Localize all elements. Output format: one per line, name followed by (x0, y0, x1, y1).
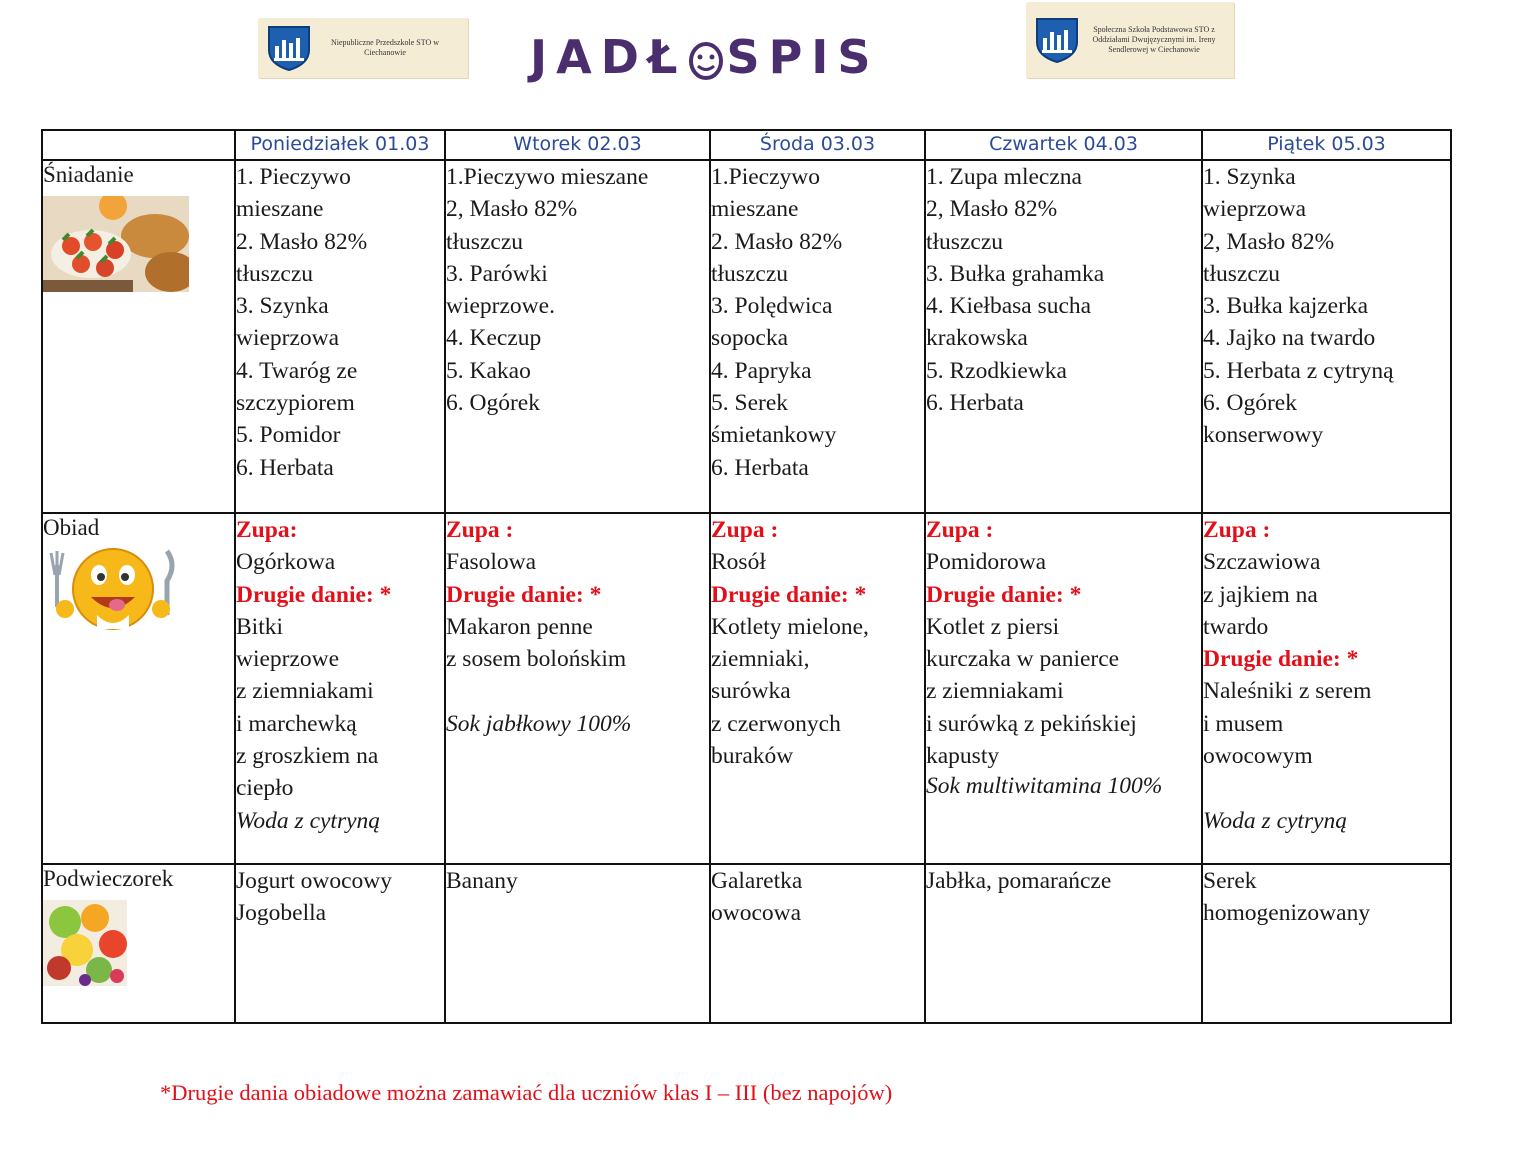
snack-cell (445, 864, 710, 1023)
footnote: *Drugie dania obiadowe można zamawiać dla uczniów klas I – III (bez napojów) (160, 1080, 893, 1105)
second-course-line: kapusty (926, 743, 1000, 770)
menu-item-line: 6. Herbata (926, 390, 1024, 417)
menu-item-line: 6. Ogórek (446, 390, 540, 417)
menu-item-line: konserwowy (1203, 422, 1324, 449)
soup-name: twardo (1203, 613, 1269, 640)
menu-item-line: 4. Kiełbasa sucha (926, 293, 1092, 320)
second-course-line: i surówką z pekińskiej (926, 710, 1137, 737)
menu-item-line: mieszane (711, 196, 799, 223)
second-course-label: Drugie danie: * (926, 581, 1082, 608)
menu-item-line: Banany (446, 868, 518, 894)
preschool-logo-text: Niepubliczne Przedszkole STO w Ciechanowie (330, 38, 440, 57)
second-course-line: z ziemniakami (236, 678, 374, 705)
drink: Sok multiwitamina 100% (926, 773, 1163, 800)
title-part-right: SPIS (726, 30, 880, 84)
menu-item-line: 5. Rzodkiewka (926, 357, 1067, 384)
second-course-line: wieprzowe (236, 646, 340, 673)
menu-item-line: 4. Keczup (446, 325, 542, 352)
title-part-left: JADŁ (530, 30, 687, 84)
second-course-line: i marchewką (236, 710, 357, 737)
menu-item-line: wieprzowa (236, 325, 340, 352)
snack-cell (925, 864, 1202, 1023)
menu-item-line: śmietankowy (711, 422, 837, 449)
menu-item-line: Jabłka, pomarańcze (926, 868, 1112, 894)
drink: Woda z cytryną (236, 807, 381, 834)
second-course-line: ziemniaki, (711, 646, 810, 673)
day-header: Środa 03.03 (710, 130, 925, 160)
menu-item-line: tłuszczu (926, 228, 1003, 255)
second-course-line: Kotlety mielone, (711, 613, 869, 640)
second-course-line: i musem (1203, 710, 1284, 737)
menu-item-line: mieszane (236, 196, 324, 223)
breakfast-cell (1202, 160, 1451, 513)
menu-item-line: 3. Polędwica (711, 293, 833, 320)
lunch-cell (710, 513, 925, 864)
menu-item-line: 3. Bułka kajzerka (1203, 293, 1369, 320)
day-header: Wtorek 02.03 (445, 130, 710, 160)
second-course-line: z groszkiem na (236, 743, 379, 770)
menu-item-line: 1. Szynka (1203, 164, 1296, 190)
sto-shield-icon (266, 24, 312, 72)
lunch-label-cell (42, 513, 235, 864)
soup-name: Ogórkowa (236, 549, 336, 576)
second-course-line: Naleśniki z serem (1203, 678, 1372, 705)
page-title (530, 26, 910, 88)
second-course-line: ciepło (236, 775, 294, 802)
lunch-cell (925, 513, 1202, 864)
second-course-line: z czerwonych (711, 710, 841, 737)
second-course-line: Bitki (236, 613, 284, 640)
snack-cell (1202, 864, 1451, 1023)
menu-item-line: szczypiorem (236, 390, 355, 417)
menu-item-line: 1.Pieczywo mieszane (446, 164, 649, 190)
menu-item-line: 4. Twaróg ze (236, 357, 358, 384)
breakfast-cell (445, 160, 710, 513)
day-header: Czwartek 04.03 (925, 130, 1202, 160)
second-course-line: Makaron penne (446, 613, 593, 640)
sto-shield-icon (1034, 15, 1080, 65)
soup-name: Pomidorowa (926, 549, 1047, 576)
smiley-face-icon (688, 41, 724, 81)
soup-label: Zupa : (711, 517, 779, 543)
breakfast-cell (925, 160, 1202, 513)
day-header: Piątek 05.03 (1202, 130, 1451, 160)
soup-name: Fasolowa (446, 549, 537, 576)
drink: Woda z cytryną (1203, 807, 1348, 834)
menu-item-line: 3. Szynka (236, 293, 329, 320)
menu-item-line: 5. Pomidor (236, 422, 341, 449)
menu-item-line: 1. Zupa mleczna (926, 164, 1082, 190)
second-course-line: z sosem bolońskim (446, 646, 627, 673)
menu-item-line: 4. Jajko na twardo (1203, 325, 1376, 352)
second-course-line: kurczaka w panierce (926, 646, 1120, 673)
second-course-label: Drugie danie: * (446, 581, 602, 608)
menu-item-line: 2. Masło 82% (236, 228, 368, 255)
second-course-line: buraków (711, 743, 794, 770)
menu-item-line: tłuszczu (711, 260, 788, 287)
menu-item-line: 6. Herbata (236, 454, 334, 481)
meal-label: Obiad (43, 515, 100, 540)
menu-item-line: owocowa (711, 900, 802, 927)
second-course-line: surówka (711, 678, 791, 705)
soup-name: Szczawiowa (1203, 549, 1321, 576)
menu-item-line: Jogobella (236, 900, 327, 927)
second-course-line: owocowym (1203, 743, 1313, 770)
menu-item-line: wieprzowe. (446, 293, 555, 320)
spacer (446, 675, 709, 707)
lunch-cell (445, 513, 710, 864)
menu-item-line: 5. Serek (711, 390, 789, 417)
day-header-row (42, 130, 1451, 160)
soup-label: Zupa: (236, 517, 298, 543)
soup-label: Zupa : (1203, 517, 1271, 543)
menu-item-line: 6. Ogórek (1203, 390, 1297, 417)
preschool-logo (258, 18, 468, 78)
menu-item-line: 1. Pieczywo (236, 164, 351, 190)
menu-item-line: 3. Bułka grahamka (926, 260, 1105, 287)
spacer (1203, 772, 1450, 804)
menu-item-line: homogenizowany (1203, 900, 1371, 927)
menu-item-line: sopocka (711, 325, 789, 352)
soup-name: Rosół (711, 549, 766, 576)
soup-label: Zupa : (446, 517, 514, 543)
hungry-smiley-icon (43, 545, 183, 633)
menu-item-line: 2. Masło 82% (711, 228, 843, 255)
soup-name: z jajkiem na (1203, 581, 1318, 608)
menu-item-line: tłuszczu (1203, 260, 1280, 287)
meal-label: Śniadanie (43, 162, 134, 187)
menu-item-line: Galaretka (711, 868, 803, 894)
second-course-label: Drugie danie: * (711, 581, 867, 608)
menu-table (41, 129, 1452, 1024)
second-course-line: z ziemniakami (926, 678, 1064, 705)
snack-row (42, 864, 1451, 1023)
menu-item-line: tłuszczu (446, 228, 523, 255)
school-logo-text: Społeczna Szkoła Podstawowa STO z Oddziałami Dwujęzycznymi im. Ireny Sendlerowej w Ciechanowie (1092, 25, 1216, 54)
menu-item-line: 2, Masło 82% (446, 196, 578, 223)
corner-cell (42, 130, 235, 160)
snack-cell (235, 864, 445, 1023)
breakfast-photo-icon (43, 196, 189, 292)
menu-item-line: Jogurt owocowy (236, 868, 392, 894)
menu-item-line: 2, Masło 82% (926, 196, 1058, 223)
second-course-label: Drugie danie: * (236, 581, 392, 608)
second-course-line: Kotlet z piersi (926, 613, 1060, 640)
snack-label-cell (42, 864, 235, 1023)
menu-item-line: 4. Papryka (711, 357, 812, 384)
menu-item-line: 1.Pieczywo (711, 164, 820, 190)
lunch-row (42, 513, 1451, 864)
menu-item-line: 5. Herbata z cytryną (1203, 357, 1394, 384)
lunch-cell (1202, 513, 1451, 864)
meal-label: Podwieczorek (43, 866, 174, 891)
fruit-photo-icon (43, 900, 127, 986)
menu-item-line: krakowska (926, 325, 1028, 352)
day-header: Poniedziałek 01.03 (235, 130, 445, 160)
menu-item-line: 3. Parówki (446, 260, 548, 287)
breakfast-row (42, 160, 1451, 513)
school-logo (1026, 2, 1234, 78)
breakfast-cell (235, 160, 445, 513)
breakfast-cell (710, 160, 925, 513)
snack-cell (710, 864, 925, 1023)
menu-item-line: 5. Kakao (446, 357, 531, 384)
menu-item-line: 2, Masło 82% (1203, 228, 1335, 255)
breakfast-label-cell (42, 160, 235, 513)
menu-item-line: tłuszczu (236, 260, 313, 287)
soup-label: Zupa : (926, 517, 994, 543)
menu-item-line: 6. Herbata (711, 454, 809, 481)
drink: Sok jabłkowy 100% (446, 710, 632, 737)
second-course-label: Drugie danie: * (1203, 646, 1359, 673)
menu-item-line: wieprzowa (1203, 196, 1307, 223)
lunch-cell (235, 513, 445, 864)
menu-item-line: Serek (1203, 868, 1257, 894)
